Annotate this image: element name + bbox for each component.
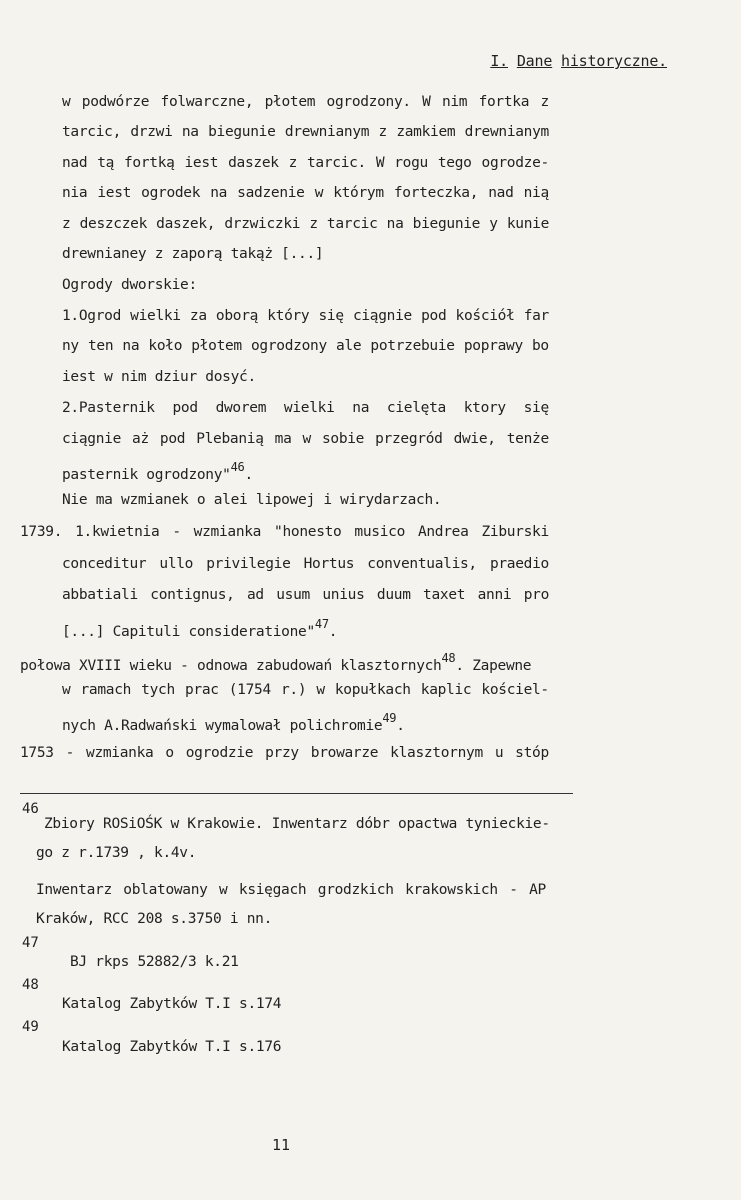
word: o [165, 745, 174, 761]
word: stóp [515, 745, 549, 761]
body-line [62, 338, 549, 354]
body-line-text: nych A.Radwański wymalował polichromie [62, 718, 383, 734]
footnote-ref-46: 46 [230, 460, 245, 474]
footnote-text: Katalog Zabytków T.I s.174 [62, 996, 282, 1012]
word: anni [477, 587, 512, 603]
word: nim [441, 94, 468, 110]
word: zamkiem [396, 124, 456, 140]
word: podwórze [81, 94, 150, 110]
word: musico [354, 524, 406, 540]
word: ogrodek [141, 185, 201, 201]
body-line-text: [...] Capituli consideratione" [62, 624, 315, 640]
word: r.) [280, 682, 307, 698]
period: . [244, 467, 253, 483]
word: w [62, 94, 71, 110]
word: potrzebuie [370, 338, 455, 354]
word: aż [132, 431, 149, 447]
body-line [20, 524, 549, 540]
word: - [172, 524, 181, 540]
word: contignus, [150, 587, 235, 603]
word: W [422, 94, 431, 110]
body-line [62, 682, 549, 698]
word: z [378, 124, 387, 140]
word: sadzenie [237, 185, 305, 201]
word: W [375, 155, 385, 171]
word: ale [336, 338, 362, 354]
footnote-number: 49 [22, 1019, 39, 1035]
word: tych [141, 682, 175, 698]
word: krakowskich [405, 882, 498, 898]
word: kopułkach [334, 682, 411, 698]
word: się [318, 308, 344, 324]
body-line: drewnianey z zaporą takąż [...] [62, 246, 324, 262]
word: drzwi [130, 124, 173, 140]
word: conventualis, [367, 556, 477, 572]
word: ciągnie [62, 431, 122, 447]
word: tą [97, 155, 115, 171]
word: pod [159, 431, 186, 447]
page-number: 11 [272, 1136, 291, 1154]
word: conceditur [62, 556, 147, 572]
footnote-ref-48: 48 [441, 651, 456, 665]
running-header [490, 52, 667, 70]
word: z [540, 94, 549, 110]
body-line [62, 556, 549, 572]
word: klasztornym [390, 745, 483, 761]
word: - [65, 745, 75, 761]
body-line [62, 587, 549, 603]
word: daszek [228, 155, 279, 171]
word: browarze [310, 745, 379, 761]
word: fortka [478, 94, 530, 110]
word: wzmianka [86, 745, 154, 761]
word: tarcic. [306, 155, 366, 171]
word: na [386, 216, 404, 232]
word: Hortus [303, 556, 355, 572]
word: przy [265, 745, 299, 761]
footnote-text: Zbiory ROSiOŚK w Krakowie. Inwentarz dóbr opactwa tynieckie- [44, 816, 550, 832]
word: "honesto [274, 524, 342, 540]
word: abbatiali [62, 587, 138, 603]
word: praedio [489, 556, 549, 572]
period: . [328, 624, 338, 640]
footnote-text: Kraków, RCC 208 s.3750 i nn. [36, 911, 273, 927]
word: tarcic [326, 216, 378, 232]
footnote-ref-49: 49 [382, 711, 397, 725]
word: nad [488, 185, 514, 201]
word: Andrea [417, 524, 469, 540]
word: ogrodzony [251, 338, 327, 354]
word: 2.Pasternik [62, 400, 155, 416]
word: ramach [80, 682, 132, 698]
word: za [189, 308, 207, 324]
body-line [62, 185, 549, 201]
word: fortką [123, 155, 175, 171]
word: na [352, 400, 370, 416]
body-line [62, 460, 253, 483]
word: Inwentarz [36, 882, 112, 898]
word: nad [62, 155, 88, 171]
word: y [489, 216, 498, 232]
word: 1.Ogrod [62, 308, 122, 324]
word: iest [97, 185, 132, 201]
body-line-text: połowa XVIII wieku - odnowa zabudowań klasztornych [20, 658, 442, 674]
word: nia [62, 185, 88, 201]
body-line [62, 124, 549, 140]
word: biegunie [412, 216, 481, 232]
body-line: Nie ma wzmianek o alei lipowej i wirydarzach. [62, 492, 442, 508]
word: nią [523, 185, 549, 201]
header-part-1: I. [490, 52, 508, 70]
word: u [494, 745, 504, 761]
word: wielki [283, 400, 335, 416]
word: sobie [321, 431, 365, 447]
word: w [314, 185, 324, 201]
body-line [62, 431, 549, 447]
period: . [396, 718, 405, 734]
body-line [20, 745, 549, 761]
word: privilegie [206, 556, 291, 572]
word: Ziburski [481, 524, 549, 540]
word: far [523, 308, 549, 324]
word: biegunie [208, 124, 276, 140]
word: (1754 [228, 682, 271, 698]
word: ma [274, 431, 292, 447]
word: ogrodzony. [326, 94, 411, 110]
footnote-text: Katalog Zabytków T.I s.176 [62, 1039, 282, 1055]
word: drewnianym [464, 124, 549, 140]
footnote-ref-47: 47 [314, 617, 329, 631]
word: 1753 [20, 745, 54, 761]
body-line [62, 400, 549, 416]
word: tego [437, 155, 472, 171]
word: koło [148, 338, 183, 354]
word: ten [88, 338, 114, 354]
word: kościół [455, 308, 515, 324]
word: taxet [423, 587, 466, 603]
word: 1739. [20, 524, 63, 540]
word: rogu [394, 155, 428, 171]
word: kościel- [481, 682, 549, 698]
word: na [122, 338, 140, 354]
word: wielki [130, 308, 181, 324]
word: z [288, 155, 298, 171]
word: który [267, 308, 310, 324]
word: w [62, 682, 71, 698]
word: duum [376, 587, 411, 603]
word: deszczek [79, 216, 148, 232]
word: oborą [215, 308, 259, 324]
word: wzmianka [193, 524, 262, 540]
word: dworem [215, 400, 267, 416]
word: 1.kwietnia [75, 524, 160, 540]
body-line [20, 651, 531, 674]
body-line [62, 155, 549, 171]
word: - [509, 882, 518, 898]
word: drzwiczki [224, 216, 301, 232]
word: w [219, 882, 228, 898]
body-line [62, 617, 337, 640]
word: dwie, [453, 431, 496, 447]
word: daszek, [156, 216, 216, 232]
word: tenże [506, 431, 549, 447]
word: forteczka, [393, 185, 479, 201]
word: AP [529, 882, 546, 898]
word: w [302, 431, 311, 447]
word: pod [421, 308, 447, 324]
word: pod [172, 400, 198, 416]
body-line [62, 711, 405, 734]
header-part-3: historyczne. [561, 52, 667, 70]
body-line [62, 308, 549, 324]
word: płotem [191, 338, 242, 354]
word: się [523, 400, 549, 416]
footnote-number: 48 [22, 977, 39, 993]
word: przegród [375, 431, 443, 447]
footnote-number: 47 [22, 935, 39, 951]
word: cielęta [386, 400, 446, 416]
word: drewnianym [284, 124, 370, 140]
word: poprawy [463, 338, 523, 354]
word: oblatowany [123, 882, 208, 898]
word: tarcic, [62, 124, 122, 140]
word: ad [246, 587, 264, 603]
word: kunie [506, 216, 549, 232]
footnote-text: go z r.1739 , k.4v. [36, 845, 197, 861]
word: ktory [463, 400, 506, 416]
header-part-2: Dane [516, 52, 553, 70]
word: kaplic [420, 682, 472, 698]
body-line-text: . Zapewne [455, 658, 532, 674]
word: na [181, 124, 199, 140]
word: prac [184, 682, 219, 698]
word: na [210, 185, 228, 201]
body-line [62, 216, 549, 232]
word: usum [276, 587, 310, 603]
word: którym [333, 185, 384, 201]
word: Plebanią [196, 431, 264, 447]
word: ullo [159, 556, 194, 572]
word: grodzkich [317, 882, 394, 898]
body-line: Ogrody dworskie: [62, 277, 197, 293]
word: ogrodze- [481, 155, 549, 171]
word: z [309, 216, 318, 232]
word: iest [184, 155, 219, 171]
word: ciągnie [352, 308, 412, 324]
word: płotem [264, 94, 316, 110]
word: pro [523, 587, 549, 603]
word: księgach [238, 882, 307, 898]
footnote-text [36, 882, 546, 898]
footnote-separator [20, 793, 573, 794]
word: ogrodzie [185, 745, 254, 761]
word: bo [532, 338, 549, 354]
body-line-text: pasternik ogrodzony" [62, 467, 231, 483]
word: folwarczne, [160, 94, 254, 110]
footnote-number: 46 [22, 801, 39, 817]
word: z [62, 216, 71, 232]
footnote-text: BJ rkps 52882/3 k.21 [70, 954, 239, 970]
body-line [62, 94, 549, 110]
body-line: iest w nim dziur dosyć. [62, 369, 256, 385]
word: ny [62, 338, 79, 354]
word: w [316, 682, 325, 698]
word: unius [322, 587, 365, 603]
